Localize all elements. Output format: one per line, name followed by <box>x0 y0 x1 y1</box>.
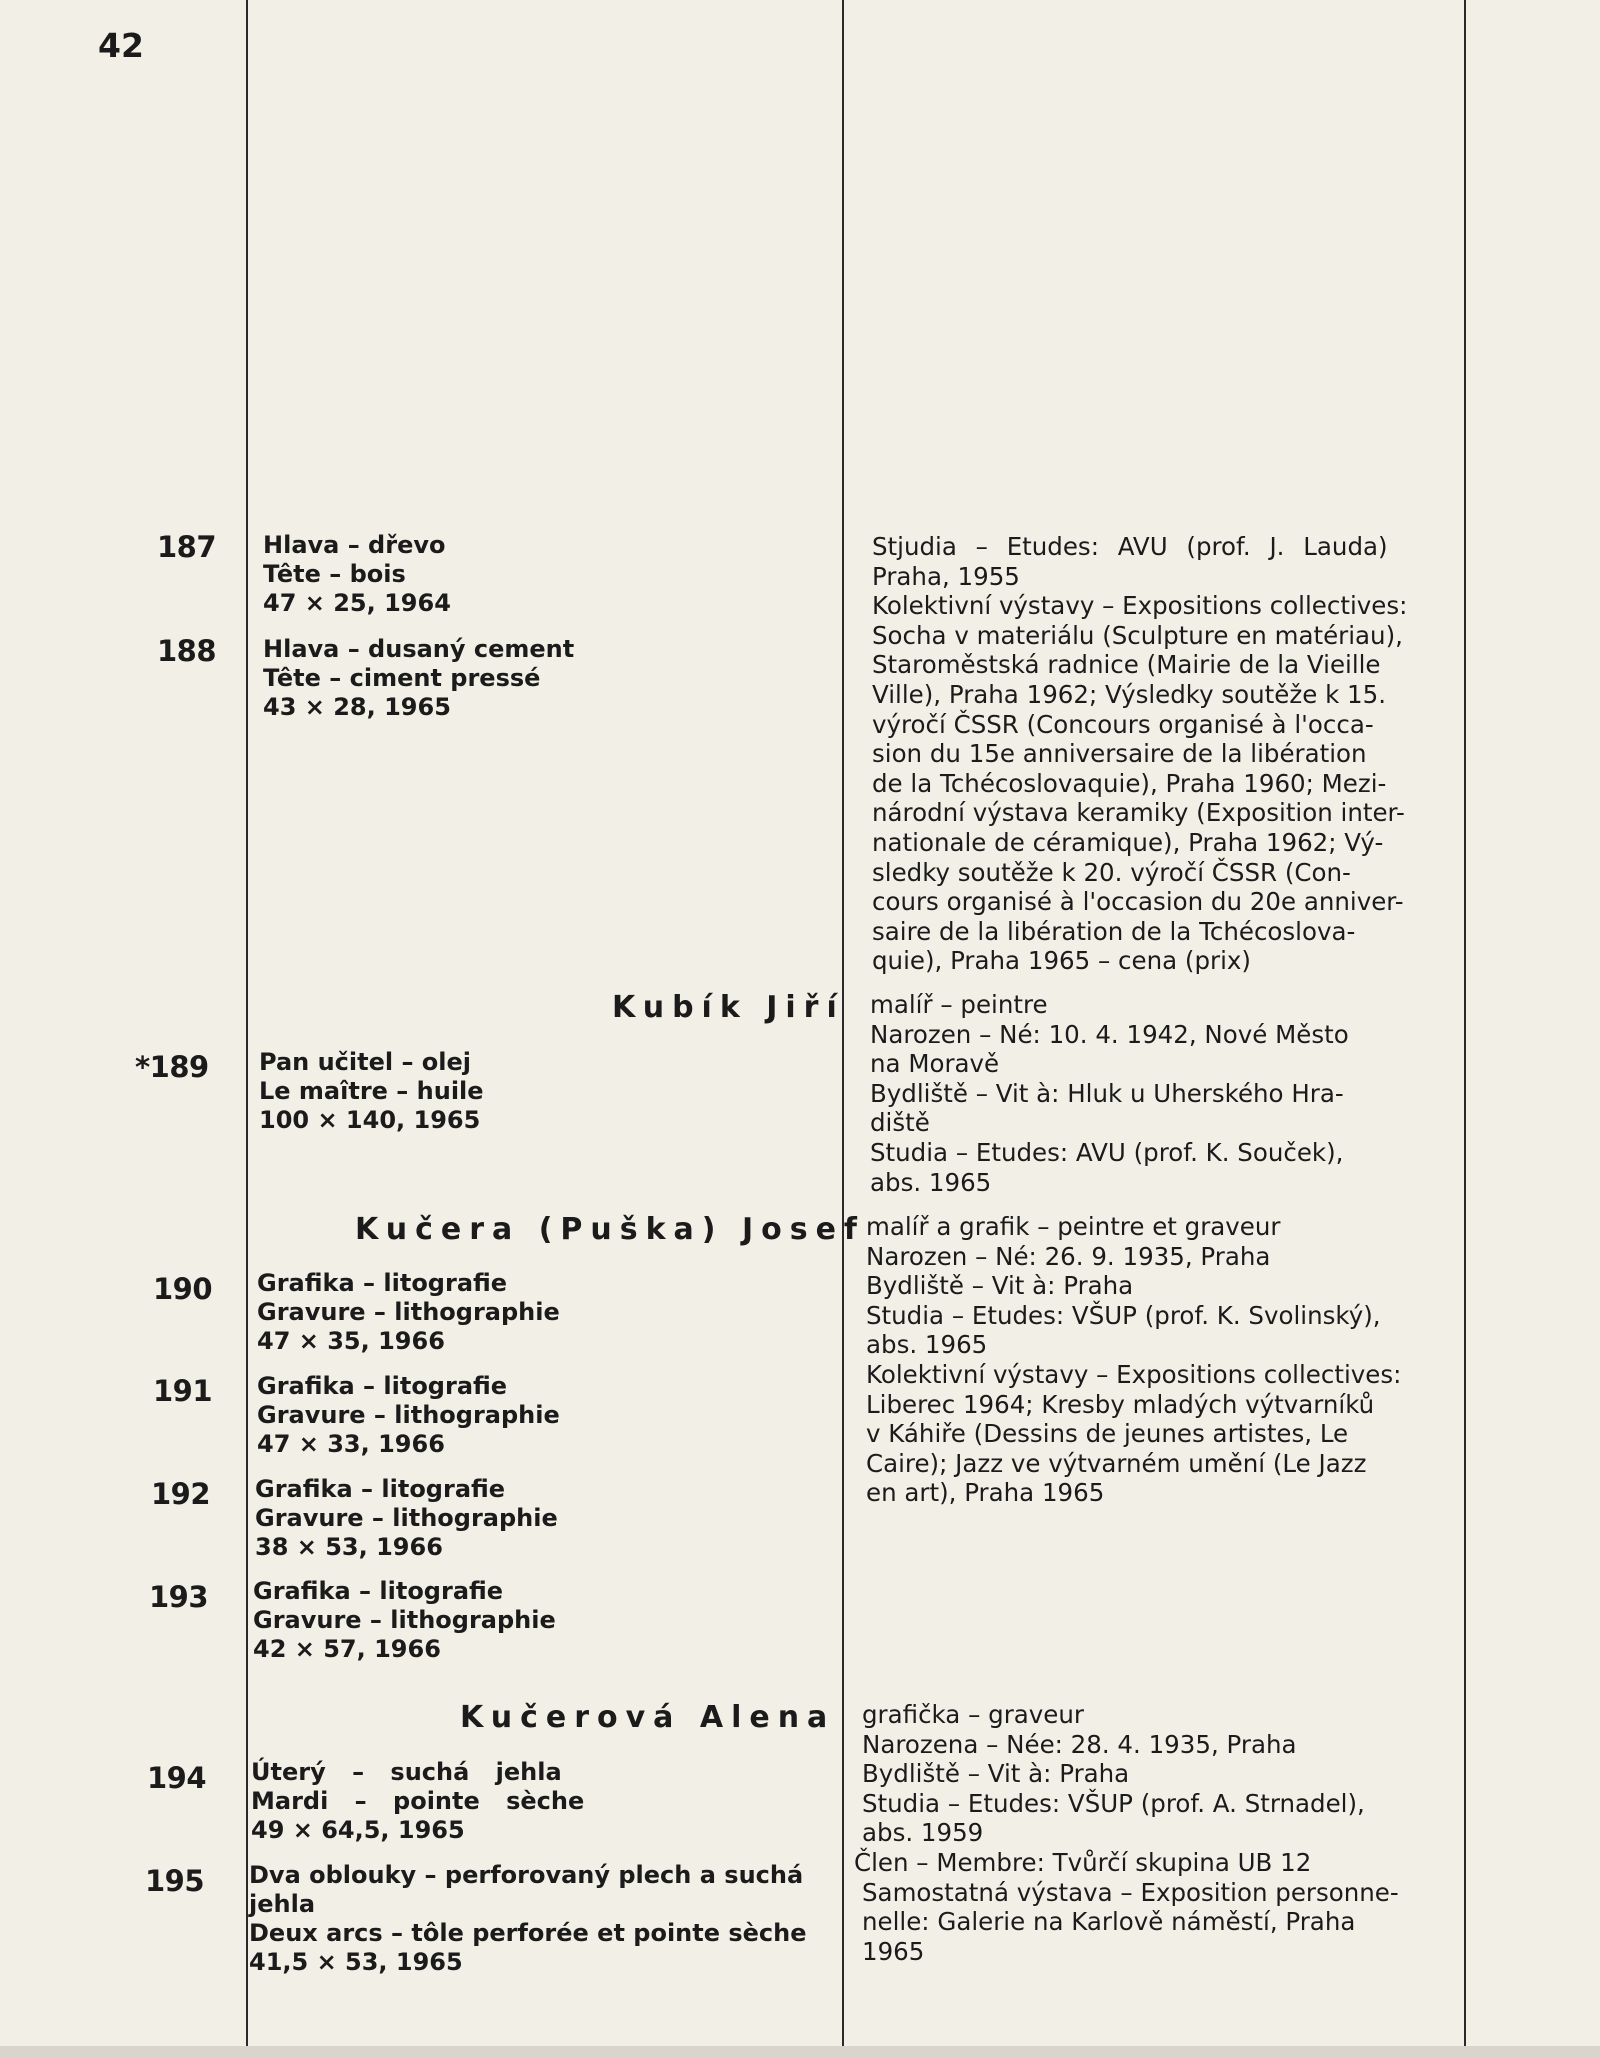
bio-line: Studia – Etudes: VŠUP (prof. A. Strnadel), <box>862 1788 1365 1818</box>
work-dimensions: 100 × 140, 1965 <box>259 1106 481 1134</box>
work-title: Grafika – litografie <box>255 1475 506 1503</box>
bio-line: Bydliště – Vit à: Praha <box>862 1759 1130 1789</box>
bio-line: saire de la libération de la Tchécoslova- <box>872 916 1356 946</box>
bio-line: diště <box>870 1108 930 1138</box>
bio-line: abs. 1965 <box>866 1330 988 1360</box>
work-title-fr: Mardi – pointe sèche <box>251 1787 585 1815</box>
bio-line: Stjudia – Etudes: AVU (prof. J. Lauda) <box>872 532 1388 561</box>
bio-line: sledky soutěže k 20. výročí ČSSR (Con- <box>872 857 1351 887</box>
bio-line: Narozen – Né: 10. 4. 1942, Nové Město <box>870 1019 1349 1049</box>
work-dimensions: 47 × 33, 1966 <box>257 1430 445 1458</box>
bio-line: v Káhiře (Dessins de jeunes artistes, Le <box>866 1419 1349 1449</box>
column-rule-right <box>1464 0 1466 2046</box>
catalog-number: 193 <box>149 1580 209 1614</box>
artist-bio <box>854 1700 1447 1966</box>
artist-bio <box>872 532 1447 976</box>
work-title-fr: Gravure – lithographie <box>257 1298 560 1326</box>
work-entry <box>249 1861 807 1977</box>
bio-line: de la Tchécoslovaquie), Praha 1960; Mezi- <box>872 768 1387 798</box>
catalog-number: 191 <box>153 1374 213 1408</box>
bio-line: Staroměstská radnice (Mairie de la Vieille <box>872 650 1381 680</box>
bio-line: na Moravě <box>870 1049 1000 1079</box>
bio-line: Bydliště – Vit à: Hluk u Uherského Hra- <box>870 1078 1344 1108</box>
bio-line: quie), Praha 1965 – cena (prix) <box>872 946 1251 976</box>
bio-line: abs. 1965 <box>870 1167 992 1197</box>
work-entry <box>263 635 574 722</box>
work-entry <box>257 1269 560 1356</box>
bio-line: Bydliště – Vit à: Praha <box>866 1271 1134 1301</box>
bio-line: sion du 15e anniversaire de la libération <box>872 739 1367 769</box>
bio-line: abs. 1959 <box>862 1818 984 1848</box>
catalog-number: 194 <box>147 1761 207 1795</box>
bio-line: en art), Praha 1965 <box>866 1478 1105 1508</box>
bio-line: Socha v materiálu (Sculpture en matériau), <box>872 620 1403 650</box>
catalog-number: 190 <box>153 1272 213 1306</box>
work-dimensions: 42 × 57, 1966 <box>253 1635 441 1663</box>
bio-line: malíř a grafik – peintre et graveur <box>866 1212 1281 1241</box>
bio-line: Praha, 1955 <box>872 561 1020 591</box>
work-title: Hlava – dřevo <box>263 531 446 559</box>
bio-line: Kolektivní výstavy – Expositions collectives: <box>872 591 1408 621</box>
work-title: Pan učitel – olej <box>259 1048 472 1076</box>
bio-line: grafička – graveur <box>862 1700 1084 1729</box>
catalog-number: 195 <box>145 1864 205 1898</box>
work-title-fr: Gravure – lithographie <box>253 1606 556 1634</box>
bio-line: Člen – Membre: Tvůrčí skupina UB 12 <box>854 1847 1312 1877</box>
bio-line: Ville), Praha 1962; Výsledky soutěže k 15. <box>872 679 1387 709</box>
work-title-fr: Deux arcs – tôle perforée et pointe sèche <box>249 1919 807 1947</box>
work-title: Grafika – litografie <box>257 1372 508 1400</box>
bio-line: Liberec 1964; Kresby mladých výtvarníků <box>866 1389 1375 1419</box>
work-title-fr: Le maître – huile <box>259 1077 484 1105</box>
work-dimensions: 47 × 25, 1964 <box>263 589 451 617</box>
column-rule-left <box>246 0 248 2046</box>
bio-line: nationale de céramique), Praha 1962; Vý- <box>872 827 1384 857</box>
work-title-fr: Tête – ciment pressé <box>263 664 541 692</box>
bio-line: Caire); Jazz ve výtvarném umění (Le Jazz <box>866 1448 1367 1478</box>
work-title: Hlava – dusaný cement <box>263 635 575 663</box>
work-entry <box>255 1475 558 1562</box>
artist-name: Kubík Jiří <box>612 990 845 1025</box>
work-title-fr: Gravure – lithographie <box>255 1504 558 1532</box>
bio-line: malíř – peintre <box>870 990 1048 1019</box>
catalog-number: 187 <box>157 530 217 564</box>
bio-line: cours organisé à l'occasion du 20e anniver- <box>872 887 1404 917</box>
work-title: Úterý – suchá jehla <box>251 1758 562 1786</box>
work-entry <box>259 1048 484 1135</box>
work-entry <box>257 1372 560 1459</box>
catalog-number: *189 <box>135 1050 209 1084</box>
work-title-fr: Gravure – lithographie <box>257 1401 560 1429</box>
work-title-cont: jehla <box>249 1890 316 1918</box>
work-title: Grafika – litografie <box>253 1577 504 1605</box>
work-entry <box>263 531 451 618</box>
artist-name: Kučerová Alena <box>460 1700 836 1735</box>
bio-line: Narozena – Née: 28. 4. 1935, Praha <box>862 1729 1297 1759</box>
bio-line: národní výstava keramiky (Exposition inter- <box>872 798 1405 828</box>
work-entry <box>251 1758 584 1845</box>
work-title: Dva oblouky – perforovaný plech a suchá <box>249 1861 804 1889</box>
artist-bio <box>866 1212 1446 1508</box>
bio-line: Kolektivní výstavy – Expositions collectives: <box>866 1359 1402 1389</box>
work-entry <box>253 1577 556 1664</box>
bio-line: nelle: Galerie na Karlově náměstí, Praha <box>862 1907 1356 1937</box>
bio-line: Studia – Etudes: AVU (prof. K. Souček), <box>870 1137 1344 1167</box>
artist-name: Kučera (Puška) Josef <box>355 1212 865 1247</box>
work-dimensions: 47 × 35, 1966 <box>257 1327 445 1355</box>
work-title: Grafika – litografie <box>257 1269 508 1297</box>
bio-line: Samostatná výstava – Exposition personne- <box>862 1877 1399 1907</box>
artist-bio <box>870 990 1445 1197</box>
bio-line: Narozen – Né: 26. 9. 1935, Praha <box>866 1241 1271 1271</box>
catalog-number: 188 <box>157 634 217 668</box>
page-bottom-edge <box>0 2046 1600 2058</box>
bio-line: 1965 <box>862 1936 925 1966</box>
work-dimensions: 38 × 53, 1966 <box>255 1533 443 1561</box>
work-dimensions: 41,5 × 53, 1965 <box>249 1948 463 1976</box>
catalog-number: 192 <box>151 1477 211 1511</box>
work-dimensions: 49 × 64,5, 1965 <box>251 1816 465 1844</box>
bio-line: výročí ČSSR (Concours organisé à l'occa- <box>872 709 1374 739</box>
work-title-fr: Tête – bois <box>263 560 406 588</box>
page-number: 42 <box>98 26 144 65</box>
bio-line: Studia – Etudes: VŠUP (prof. K. Svolinský), <box>866 1300 1381 1330</box>
work-dimensions: 43 × 28, 1965 <box>263 693 451 721</box>
